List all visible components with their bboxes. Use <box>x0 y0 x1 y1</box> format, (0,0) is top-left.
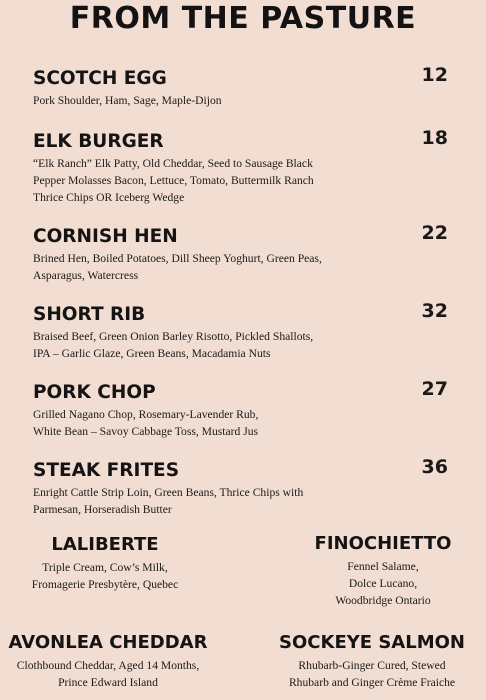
item-name: ELK BURGER <box>33 131 164 152</box>
menu-item-steak-frites <box>33 456 453 518</box>
description-line: Enright Cattle Strip Loin, Green Beans, Thrice Chips with <box>33 486 304 499</box>
description-line: White Bean – Savoy Cabbage Toss, Mustard Jus <box>33 425 259 438</box>
description-line: Triple Cream, Cow’s Milk, <box>42 561 168 574</box>
item-description <box>272 657 472 691</box>
item-price: 22 <box>421 222 448 244</box>
cheese-item-avonlea-cheddar <box>0 632 216 691</box>
menu-item-short-rib <box>33 300 453 362</box>
description-line: Pork Shoulder, Ham, Sage, Maple-Dijon <box>33 94 222 107</box>
description-line: Woodbridge Ontario <box>335 594 431 607</box>
item-price: 32 <box>421 300 448 322</box>
description-line: Prince Edward Island <box>58 676 158 689</box>
description-line: Dolce Lucano, <box>348 577 418 590</box>
description-line: Parmesan, Horseradish Butter <box>33 503 172 516</box>
item-description <box>10 559 200 593</box>
item-name: SHORT RIB <box>33 304 146 325</box>
item-description <box>33 328 453 362</box>
item-description <box>33 155 453 206</box>
description-line: “Elk Ranch” Elk Patty, Old Cheddar, Seed to Sausage Black <box>33 157 313 170</box>
description-line: Clothbound Cheddar, Aged 14 Months, <box>16 659 200 672</box>
description-line: Fennel Salame, <box>347 560 419 573</box>
menu-item-pork-chop <box>33 378 453 440</box>
description-line: Brined Hen, Boiled Potatoes, Dill Sheep Yoghurt, Green Peas, <box>33 252 322 265</box>
item-name: SOCKEYE SALMON <box>279 632 465 653</box>
item-description <box>33 250 453 284</box>
menu-item-elk-burger <box>33 127 453 206</box>
item-name: LALIBERTE <box>51 534 159 555</box>
description-line: Asparagus, Watercress <box>33 269 139 282</box>
item-price: 18 <box>421 127 448 149</box>
item-description <box>33 484 453 518</box>
cheese-item-sockeye-salmon <box>272 632 472 691</box>
item-name: FINOCHIETTO <box>314 533 452 554</box>
description-line: Thrice Chips OR Iceberg Wedge <box>33 191 185 204</box>
cheese-item-finochietto <box>294 533 472 609</box>
description-line: Grilled Nagano Chop, Rosemary-Lavender Rub, <box>33 408 259 421</box>
item-price: 36 <box>421 456 448 478</box>
item-description <box>0 657 216 691</box>
item-price: 12 <box>421 64 448 86</box>
item-description <box>33 92 453 109</box>
item-price: 27 <box>421 378 448 400</box>
description-line: Braised Beef, Green Onion Barley Risotto, Pickled Shallots, <box>33 330 314 343</box>
item-description <box>294 558 472 609</box>
cheese-item-laliberte <box>10 534 200 593</box>
description-line: Fromagerie Presbytère, Quebec <box>31 578 179 591</box>
item-name: STEAK FRITES <box>33 460 180 481</box>
menu-item-scotch-egg <box>33 64 453 109</box>
item-name: SCOTCH EGG <box>33 68 167 89</box>
description-line: Rhubarb-Ginger Cured, Stewed <box>298 659 446 672</box>
item-description <box>33 406 453 440</box>
description-line: Rhubarb and Ginger Crème Fraiche <box>288 676 456 689</box>
item-name: AVONLEA CHEDDAR <box>8 632 208 653</box>
description-line: Pepper Molasses Bacon, Lettuce, Tomato, Buttermilk Ranch <box>33 174 314 187</box>
item-name: CORNISH HEN <box>33 226 178 247</box>
item-name: PORK CHOP <box>33 382 156 403</box>
menu-item-cornish-hen <box>33 222 453 284</box>
description-line: IPA – Garlic Glaze, Green Beans, Macadamia Nuts <box>33 347 271 360</box>
section-title: FROM THE PASTURE <box>69 1 417 36</box>
